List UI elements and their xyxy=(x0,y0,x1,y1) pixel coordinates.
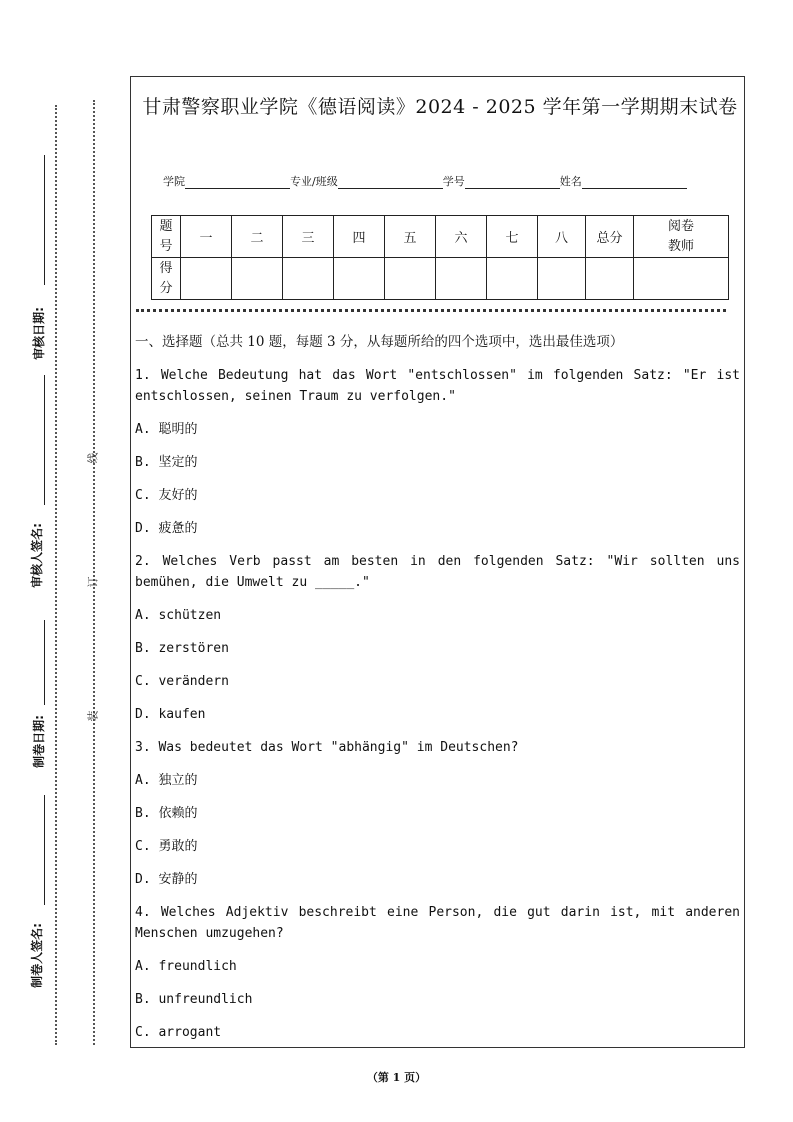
score-table-score-row xyxy=(152,258,729,300)
option-b: B. 坚定的 xyxy=(135,455,198,470)
section-cell-3: 三 xyxy=(283,216,334,258)
section-heading: 一、选择题（总共 10 题，每题 3 分，从每题所给的四个选项中，选出最佳选项） xyxy=(135,334,624,350)
section-cell-6: 六 xyxy=(436,216,487,258)
option-d: D. 疲惫的 xyxy=(135,521,198,536)
question-text: 3. Was bedeutet das Wort "abhängig" im Deutschen? xyxy=(135,740,519,755)
score-table xyxy=(151,215,729,300)
score-input-cell[interactable] xyxy=(436,258,487,300)
option-a: A. schützen xyxy=(135,608,222,623)
score-label-cell: 得分 xyxy=(152,258,181,300)
college-field[interactable] xyxy=(185,176,290,189)
score-input-cell[interactable] xyxy=(385,258,436,300)
score-table-header-row xyxy=(152,216,729,258)
name-label: 姓名 xyxy=(559,175,582,188)
major-class-label: 专业/班级 xyxy=(290,175,338,188)
preparer-signature-label: 制卷人签名: xyxy=(29,923,44,988)
cut-mark-line: 线 xyxy=(86,452,100,464)
score-input-cell[interactable] xyxy=(538,258,586,300)
question-number-cell: 题号 xyxy=(152,216,181,258)
score-input-cell[interactable] xyxy=(634,258,729,300)
option-b: B. 依赖的 xyxy=(135,806,198,821)
signature-line xyxy=(44,620,45,705)
section-cell-5: 五 xyxy=(385,216,436,258)
option-b: B. unfreundlich xyxy=(135,992,253,1007)
section-cell-8: 八 xyxy=(538,216,586,258)
signature-line xyxy=(44,375,45,505)
score-input-cell[interactable] xyxy=(283,258,334,300)
exam-content xyxy=(135,332,740,1055)
major-class-field[interactable] xyxy=(338,176,443,189)
college-label: 学院 xyxy=(163,175,185,188)
signature-line xyxy=(44,155,45,285)
question-2 xyxy=(135,551,740,725)
option-a: A. 独立的 xyxy=(135,773,198,788)
score-input-cell[interactable] xyxy=(181,258,232,300)
prepare-date-label: 制卷日期: xyxy=(31,715,46,768)
option-d: D. kaufen xyxy=(135,707,206,722)
cut-mark-bind: 订 xyxy=(86,576,100,588)
student-info-row xyxy=(163,173,687,189)
score-input-cell[interactable] xyxy=(487,258,538,300)
option-c: C. 友好的 xyxy=(135,488,198,503)
option-b: B. zerstören xyxy=(135,641,229,656)
option-c: C. arrogant xyxy=(135,1025,222,1040)
score-input-cell[interactable] xyxy=(232,258,283,300)
reviewer-signature-label: 审核人签名: xyxy=(29,523,44,588)
score-input-cell[interactable] xyxy=(334,258,385,300)
option-c: C. 勇敢的 xyxy=(135,839,198,854)
grader-cell: 阅卷教师 xyxy=(634,216,729,258)
total-score-cell: 总分 xyxy=(586,216,634,258)
section-cell-2: 二 xyxy=(232,216,283,258)
binding-dotted-line-inner xyxy=(93,100,95,1045)
cut-mark-staple: 装 xyxy=(86,710,100,722)
question-3 xyxy=(135,737,740,890)
student-id-field[interactable] xyxy=(465,176,560,189)
binding-dotted-line-outer xyxy=(55,105,57,1045)
exam-title: 甘肃警察职业学院《德语阅读》2024 - 2025 学年第一学期期末试卷 xyxy=(142,96,738,118)
name-field[interactable] xyxy=(582,176,687,189)
section-cell-4: 四 xyxy=(334,216,385,258)
student-id-label: 学号 xyxy=(442,175,465,188)
score-input-cell[interactable] xyxy=(586,258,634,300)
question-text: 4. Welches Adjektiv beschreibt eine Person, die gut darin ist, mit anderen Menschen umzugehen? xyxy=(135,905,740,941)
option-a: A. 聪明的 xyxy=(135,422,198,437)
question-text: 2. Welches Verb passt am besten in den folgenden Satz: "Wir sollten uns bemühen, die Umwelt zu _____." xyxy=(135,554,740,590)
option-a: A. freundlich xyxy=(135,959,237,974)
section-cell-1: 一 xyxy=(181,216,232,258)
section-cell-7: 七 xyxy=(487,216,538,258)
option-d: D. 安静的 xyxy=(135,872,198,887)
question-1 xyxy=(135,365,740,539)
option-c: C. verändern xyxy=(135,674,229,689)
signature-line xyxy=(44,795,45,905)
review-date-label: 审核日期: xyxy=(31,307,46,360)
question-4 xyxy=(135,902,740,1043)
page-number: （第 1 页） xyxy=(366,1071,427,1084)
separator-dotted-line xyxy=(136,309,726,312)
question-text: 1. Welche Bedeutung hat das Wort "entschlossen" im folgenden Satz: "Er ist entschlossen, seinen Traum zu verfolgen." xyxy=(135,368,740,404)
